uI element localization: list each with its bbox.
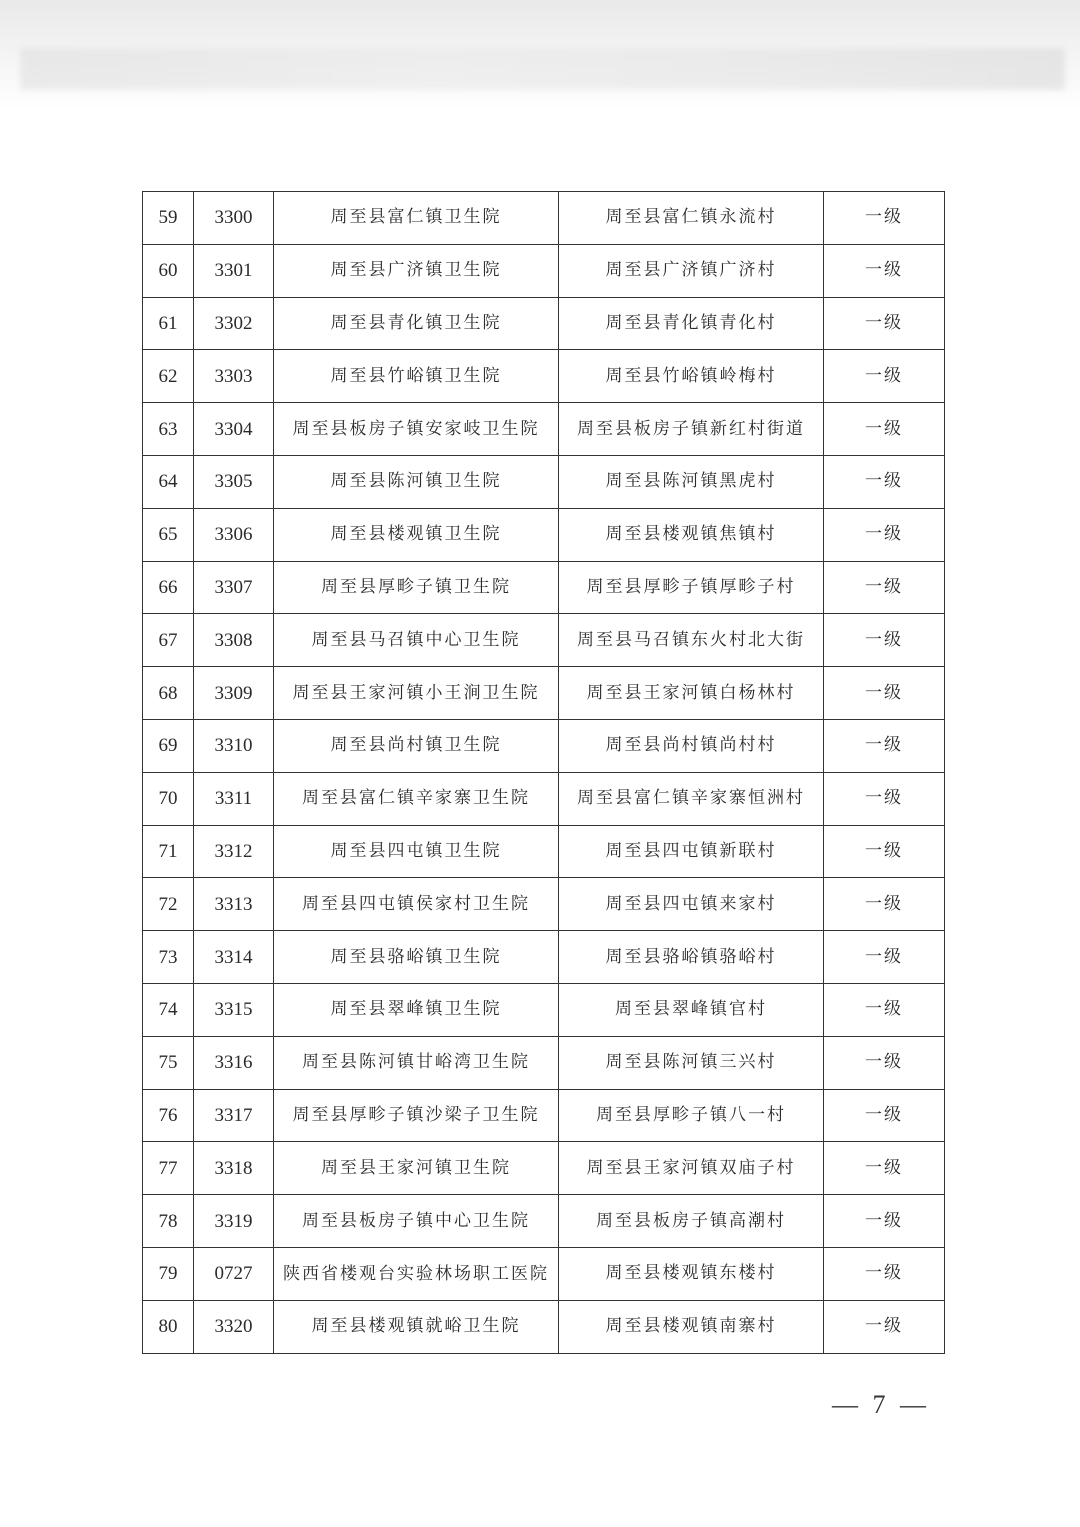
institution-code-cell: 3300 [194, 192, 274, 245]
institution-code-cell: 3303 [194, 350, 274, 403]
institution-table [142, 191, 945, 1354]
row-number-cell: 78 [143, 1195, 194, 1248]
institution-name-cell: 周至县富仁镇辛家寨卫生院 [274, 772, 559, 825]
institution-address-cell: 周至县广济镇广济村 [559, 244, 824, 297]
table-row [143, 983, 945, 1036]
institution-name-cell: 周至县四屯镇侯家村卫生院 [274, 878, 559, 931]
institution-code-cell: 3320 [194, 1300, 274, 1353]
table-row [143, 561, 945, 614]
table-row [143, 1036, 945, 1089]
row-number-cell: 59 [143, 192, 194, 245]
institution-name-cell: 周至县王家河镇卫生院 [274, 1142, 559, 1195]
institution-address-cell: 周至县楼观镇东楼村 [559, 1247, 824, 1300]
row-number-cell: 77 [143, 1142, 194, 1195]
row-number-cell: 79 [143, 1247, 194, 1300]
institution-address-cell: 周至县陈河镇黑虎村 [559, 455, 824, 508]
institution-level-cell: 一级 [824, 561, 945, 614]
row-number-cell: 67 [143, 614, 194, 667]
institution-name-cell: 周至县富仁镇卫生院 [274, 192, 559, 245]
institution-name-cell: 周至县马召镇中心卫生院 [274, 614, 559, 667]
institution-code-cell: 3312 [194, 825, 274, 878]
row-number-cell: 60 [143, 244, 194, 297]
institution-code-cell: 3310 [194, 719, 274, 772]
table-row [143, 508, 945, 561]
institution-level-cell: 一级 [824, 931, 945, 984]
institution-name-cell: 周至县四屯镇卫生院 [274, 825, 559, 878]
institution-level-cell: 一级 [824, 719, 945, 772]
institution-address-cell: 周至县尚村镇尚村村 [559, 719, 824, 772]
institution-level-cell: 一级 [824, 455, 945, 508]
row-number-cell: 69 [143, 719, 194, 772]
institution-address-cell: 周至县王家河镇白杨林村 [559, 667, 824, 720]
institution-name-cell: 周至县陈河镇甘峪湾卫生院 [274, 1036, 559, 1089]
institution-name-cell: 周至县骆峪镇卫生院 [274, 931, 559, 984]
institution-code-cell: 3315 [194, 983, 274, 1036]
table-row [143, 931, 945, 984]
row-number-cell: 65 [143, 508, 194, 561]
institution-address-cell: 周至县富仁镇永流村 [559, 192, 824, 245]
row-number-cell: 64 [143, 455, 194, 508]
table-row [143, 1142, 945, 1195]
institution-code-cell: 3317 [194, 1089, 274, 1142]
institution-level-cell: 一级 [824, 614, 945, 667]
institution-name-cell: 周至县青化镇卫生院 [274, 297, 559, 350]
row-number-cell: 74 [143, 983, 194, 1036]
row-number-cell: 73 [143, 931, 194, 984]
institution-code-cell: 3319 [194, 1195, 274, 1248]
institution-level-cell: 一级 [824, 1247, 945, 1300]
institution-code-cell: 3304 [194, 403, 274, 456]
institution-code-cell: 3307 [194, 561, 274, 614]
institution-level-cell: 一级 [824, 244, 945, 297]
institution-name-cell: 周至县尚村镇卫生院 [274, 719, 559, 772]
table-row [143, 614, 945, 667]
row-number-cell: 72 [143, 878, 194, 931]
institution-code-cell: 3314 [194, 931, 274, 984]
institution-table-body [143, 192, 945, 1354]
institution-address-cell: 周至县板房子镇新红村街道 [559, 403, 824, 456]
institution-level-cell: 一级 [824, 1195, 945, 1248]
institution-address-cell: 周至县楼观镇焦镇村 [559, 508, 824, 561]
institution-level-cell: 一级 [824, 1142, 945, 1195]
table-row [143, 192, 945, 245]
table-row [143, 1300, 945, 1353]
table-row [143, 350, 945, 403]
row-number-cell: 80 [143, 1300, 194, 1353]
institution-name-cell: 周至县板房子镇安家岐卫生院 [274, 403, 559, 456]
table-row [143, 825, 945, 878]
institution-address-cell: 周至县四屯镇新联村 [559, 825, 824, 878]
institution-level-cell: 一级 [824, 192, 945, 245]
institution-name-cell: 周至县板房子镇中心卫生院 [274, 1195, 559, 1248]
row-number-cell: 70 [143, 772, 194, 825]
institution-level-cell: 一级 [824, 508, 945, 561]
institution-code-cell: 3309 [194, 667, 274, 720]
institution-code-cell: 3305 [194, 455, 274, 508]
institution-level-cell: 一级 [824, 1300, 945, 1353]
row-number-cell: 75 [143, 1036, 194, 1089]
institution-name-cell: 周至县王家河镇小王涧卫生院 [274, 667, 559, 720]
institution-address-cell: 周至县马召镇东火村北大街 [559, 614, 824, 667]
institution-name-cell: 陕西省楼观台实验林场职工医院 [274, 1247, 559, 1300]
table-row [143, 403, 945, 456]
institution-code-cell: 0727 [194, 1247, 274, 1300]
table-row [143, 297, 945, 350]
institution-name-cell: 周至县陈河镇卫生院 [274, 455, 559, 508]
row-number-cell: 71 [143, 825, 194, 878]
row-number-cell: 76 [143, 1089, 194, 1142]
table-row [143, 719, 945, 772]
institution-name-cell: 周至县楼观镇卫生院 [274, 508, 559, 561]
institution-address-cell: 周至县王家河镇双庙子村 [559, 1142, 824, 1195]
institution-level-cell: 一级 [824, 772, 945, 825]
institution-level-cell: 一级 [824, 825, 945, 878]
institution-level-cell: 一级 [824, 403, 945, 456]
table-row [143, 1089, 945, 1142]
row-number-cell: 62 [143, 350, 194, 403]
institution-name-cell: 周至县厚畛子镇卫生院 [274, 561, 559, 614]
institution-level-cell: 一级 [824, 350, 945, 403]
table-row [143, 1195, 945, 1248]
institution-level-cell: 一级 [824, 667, 945, 720]
table-row [143, 1247, 945, 1300]
institution-address-cell: 周至县翠峰镇官村 [559, 983, 824, 1036]
institution-address-cell: 周至县楼观镇南寨村 [559, 1300, 824, 1353]
institution-name-cell: 周至县楼观镇就峪卫生院 [274, 1300, 559, 1353]
institution-name-cell: 周至县竹峪镇卫生院 [274, 350, 559, 403]
institution-address-cell: 周至县青化镇青化村 [559, 297, 824, 350]
institution-address-cell: 周至县板房子镇高潮村 [559, 1195, 824, 1248]
institution-address-cell: 周至县陈河镇三兴村 [559, 1036, 824, 1089]
page-number: — 7 — [832, 1390, 930, 1419]
institution-level-cell: 一级 [824, 297, 945, 350]
institution-code-cell: 3308 [194, 614, 274, 667]
institution-name-cell: 周至县广济镇卫生院 [274, 244, 559, 297]
table-row [143, 244, 945, 297]
row-number-cell: 63 [143, 403, 194, 456]
institution-code-cell: 3302 [194, 297, 274, 350]
institution-name-cell: 周至县翠峰镇卫生院 [274, 983, 559, 1036]
institution-level-cell: 一级 [824, 1036, 945, 1089]
institution-level-cell: 一级 [824, 878, 945, 931]
row-number-cell: 68 [143, 667, 194, 720]
institution-address-cell: 周至县竹峪镇岭梅村 [559, 350, 824, 403]
table-row [143, 772, 945, 825]
institution-level-cell: 一级 [824, 983, 945, 1036]
row-number-cell: 61 [143, 297, 194, 350]
institution-address-cell: 周至县厚畛子镇厚畛子村 [559, 561, 824, 614]
institution-code-cell: 3301 [194, 244, 274, 297]
table-row [143, 667, 945, 720]
institution-name-cell: 周至县厚畛子镇沙梁子卫生院 [274, 1089, 559, 1142]
institution-code-cell: 3311 [194, 772, 274, 825]
institution-address-cell: 周至县四屯镇来家村 [559, 878, 824, 931]
scan-top-band [20, 48, 1065, 90]
institution-address-cell: 周至县富仁镇辛家寨恒洲村 [559, 772, 824, 825]
table-row [143, 878, 945, 931]
institution-code-cell: 3313 [194, 878, 274, 931]
institution-code-cell: 3306 [194, 508, 274, 561]
institution-code-cell: 3316 [194, 1036, 274, 1089]
institution-level-cell: 一级 [824, 1089, 945, 1142]
institution-address-cell: 周至县厚畛子镇八一村 [559, 1089, 824, 1142]
institution-address-cell: 周至县骆峪镇骆峪村 [559, 931, 824, 984]
table-row [143, 455, 945, 508]
institution-code-cell: 3318 [194, 1142, 274, 1195]
row-number-cell: 66 [143, 561, 194, 614]
